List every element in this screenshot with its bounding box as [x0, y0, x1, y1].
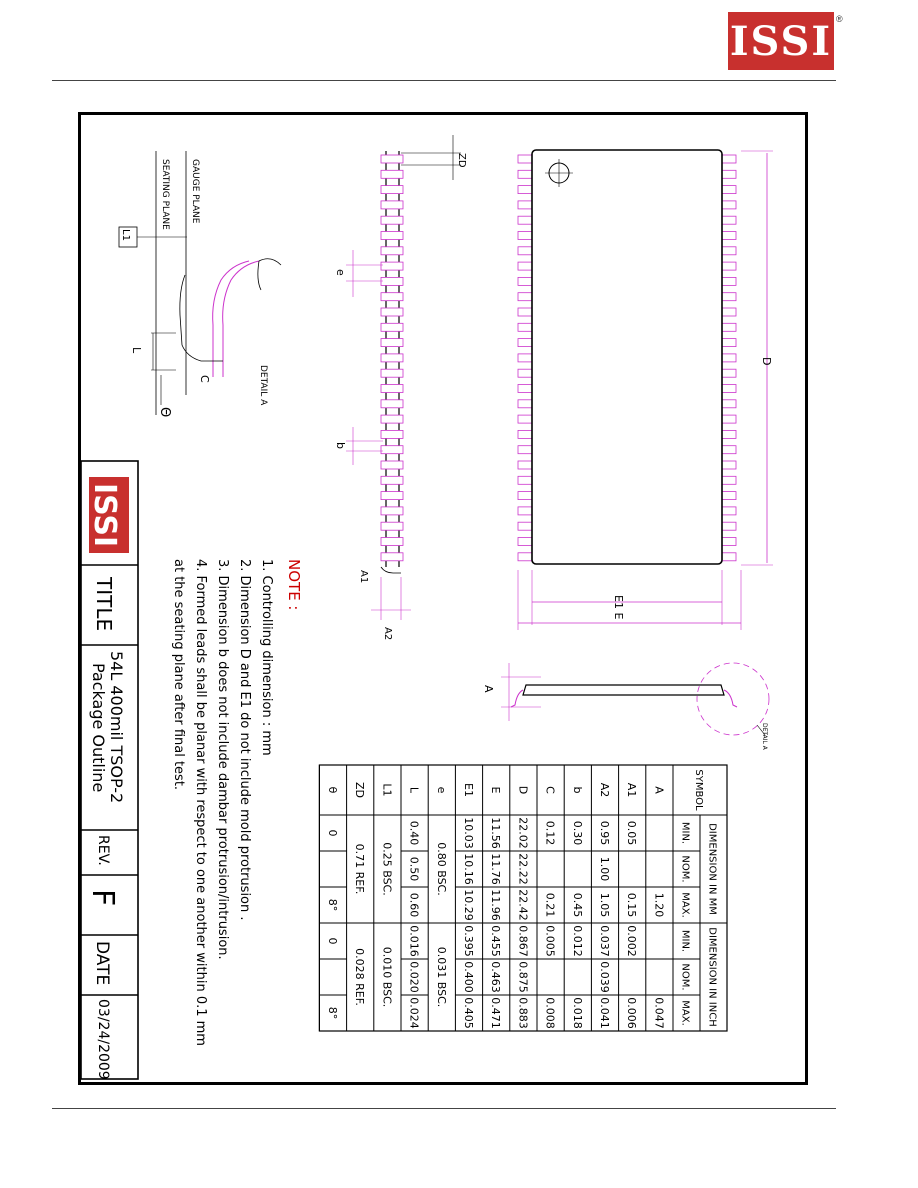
lead-right	[722, 446, 736, 454]
table-cell: 1.20	[652, 892, 666, 918]
date-value: 03/24/2009	[95, 999, 111, 1080]
side-lead	[381, 476, 403, 484]
lead-left	[518, 339, 532, 347]
issi-logo	[728, 12, 834, 70]
table-symbol: L	[407, 786, 421, 794]
table-cell: 22.42	[516, 889, 530, 921]
table-subheader: MAX.	[679, 892, 691, 918]
lead-left	[518, 293, 532, 301]
lead-right	[722, 553, 736, 561]
note-item-5: at the seating plane after final test.	[171, 559, 186, 791]
table-cell: 0.024	[407, 997, 421, 1029]
note-title: NOTE :	[285, 559, 303, 611]
table-cell: 0.12	[543, 820, 557, 846]
title-block-logo-text: ISSI	[87, 483, 122, 548]
dim-label-b: b	[334, 442, 347, 449]
lead-right	[722, 201, 736, 209]
lead-left	[518, 522, 532, 530]
side-lead	[381, 155, 403, 163]
top-view	[518, 150, 773, 630]
table-cell-span: 0.25 BSC.	[380, 842, 394, 896]
lead-left	[518, 277, 532, 285]
note-item-4: 4. Formed leads shall be planar with respect to one another within 0.1 mm	[193, 559, 208, 1046]
issi-logo-text: ISSI	[729, 18, 833, 65]
lead-right	[722, 522, 736, 530]
table-symbol: b	[570, 786, 584, 794]
table-cell: 0.471	[489, 997, 503, 1029]
table-cell: 0.405	[462, 997, 475, 1029]
lead-left	[518, 492, 532, 500]
table-cell: 0.047	[652, 997, 666, 1029]
lead-left	[518, 507, 532, 515]
detail-a-view	[119, 151, 281, 417]
table-symbol: C	[543, 786, 557, 794]
side-lead	[381, 186, 403, 194]
lead-right	[722, 216, 736, 224]
lead-right	[722, 461, 736, 469]
table-cell: 0	[326, 829, 339, 837]
lead-left	[518, 538, 532, 546]
title-label: TITLE	[92, 577, 116, 632]
table-cell: 8°	[326, 1006, 339, 1020]
title-block	[81, 461, 138, 1080]
table-subheader: NOM.	[679, 963, 691, 991]
lead-left	[518, 201, 532, 209]
table-cell: 0.21	[543, 892, 557, 918]
side-lead	[381, 385, 403, 393]
lead-right	[722, 308, 736, 316]
dim-label-a1: A1	[358, 570, 369, 584]
dim-label-theta: Θ	[157, 407, 172, 418]
table-cell: 0.002	[625, 925, 639, 957]
table-symbol: A	[652, 786, 666, 794]
side-lead	[381, 354, 403, 362]
side-lead	[381, 430, 403, 438]
table-cell: 0.455	[489, 925, 503, 957]
lead-right	[722, 170, 736, 178]
end-view	[482, 663, 769, 751]
side-lead	[381, 538, 403, 546]
lead-left	[518, 430, 532, 438]
lead-right	[722, 277, 736, 285]
table-cell: 0.041	[598, 997, 611, 1029]
side-lead	[381, 339, 403, 347]
lead-left	[518, 461, 532, 469]
date-label: DATE	[92, 941, 112, 986]
package-body	[532, 150, 722, 564]
table-cell: 0.463	[489, 961, 503, 993]
table-cell: 1.00	[598, 856, 611, 882]
table-cell: 0.006	[625, 997, 639, 1029]
table-cell: 0.867	[516, 925, 530, 957]
lead-right	[722, 369, 736, 377]
side-lead	[381, 461, 403, 469]
dim-label-d: D	[760, 357, 773, 366]
lead-right	[722, 415, 736, 423]
dim-label-l: L	[130, 347, 143, 354]
table-symbol: θ	[326, 786, 339, 794]
table-cell: 22.22	[516, 853, 530, 885]
table-symbol: E1	[462, 783, 475, 797]
table-subheader: MAX.	[679, 1000, 691, 1026]
side-lead	[381, 323, 403, 331]
table-cell: 0.039	[598, 961, 611, 993]
side-lead	[381, 415, 403, 423]
table-symbol: A1	[625, 782, 639, 798]
table-symbol: D	[516, 785, 530, 795]
dimension-table	[319, 765, 727, 1031]
side-lead	[381, 232, 403, 240]
table-cell: 0.30	[570, 820, 584, 846]
lead-left	[518, 354, 532, 362]
lead-left	[518, 262, 532, 270]
lead-left	[518, 232, 532, 240]
note-item-2: 2. Dimension D and E1 do not include mold protrusion .	[237, 559, 252, 921]
lead-right	[722, 385, 736, 393]
table-cell: 0.018	[570, 997, 584, 1029]
table-cell: 0.875	[516, 961, 530, 993]
lead-right	[722, 354, 736, 362]
table-symbol: ZD	[353, 781, 367, 799]
dim-label-zd: ZD	[456, 153, 467, 168]
side-lead	[381, 553, 403, 561]
title-value-line2: Package Outline	[89, 663, 108, 793]
lead-right	[722, 155, 736, 163]
table-cell: 11.96	[489, 889, 503, 921]
title-value-line1: 54L 400mil TSOP-2	[107, 651, 126, 804]
table-header-symbol: SYMBOL	[693, 769, 704, 811]
table-cell: 22.02	[516, 817, 530, 849]
table-symbol: L1	[380, 783, 394, 797]
table-cell: 0.883	[516, 997, 530, 1029]
lead-left	[518, 186, 532, 194]
lead-left	[518, 446, 532, 454]
side-lead	[381, 369, 403, 377]
lead-left	[518, 476, 532, 484]
table-cell: 10.03	[462, 817, 475, 849]
table-cell: 0.005	[543, 925, 557, 957]
lead-left	[518, 400, 532, 408]
dim-label-a2: A2	[382, 627, 393, 641]
lead-left	[518, 323, 532, 331]
side-lead	[381, 400, 403, 408]
table-cell: 0.016	[407, 925, 421, 957]
rev-label: REV.	[95, 835, 111, 866]
dim-label-l1: L1	[120, 229, 131, 241]
side-lead	[381, 247, 403, 255]
side-view	[334, 135, 467, 640]
table-cell: 0.400	[462, 961, 475, 993]
side-lead	[381, 216, 403, 224]
lead-left	[518, 553, 532, 561]
table-cell: 11.76	[489, 853, 503, 885]
side-lead	[381, 522, 403, 530]
table-cell: 0.012	[570, 925, 584, 957]
side-lead	[381, 492, 403, 500]
side-lead	[381, 308, 403, 316]
table-cell-span: 0.031 BSC.	[434, 946, 448, 1008]
lead-right	[722, 247, 736, 255]
side-lead	[381, 277, 403, 285]
table-header-mm: DIMENSION IN MM	[706, 823, 718, 915]
side-lead	[381, 170, 403, 178]
lead-right	[722, 400, 736, 408]
table-cell: 0.45	[570, 892, 584, 918]
side-lead	[381, 446, 403, 454]
dim-label-e: e	[334, 269, 347, 276]
dim-label-a: A	[482, 685, 495, 693]
dim-label-e1-e: E1 E	[612, 595, 625, 620]
table-cell: 0.037	[598, 925, 611, 957]
lead-right	[722, 323, 736, 331]
gauge-plane-label: GAUGE PLANE	[190, 159, 200, 224]
seating-plane-label: SEATING PLANE	[160, 159, 170, 230]
table-header-inch: DIMENSION IN INCH	[706, 927, 718, 1027]
lead-left	[518, 170, 532, 178]
lead-left	[518, 155, 532, 163]
table-cell: 0.15	[625, 892, 639, 918]
table-cell: 0.95	[598, 820, 611, 846]
table-cell: 0.008	[543, 997, 557, 1029]
header-rule	[52, 80, 836, 81]
table-cell: 10.16	[462, 853, 475, 885]
table-cell: 0	[326, 937, 339, 945]
table-symbol: e	[434, 786, 448, 794]
lead-right	[722, 476, 736, 484]
table-cell: 0.020	[407, 961, 421, 993]
side-lead	[381, 507, 403, 515]
lead-right	[722, 538, 736, 546]
table-cell: 0.50	[407, 856, 421, 882]
lead-right	[722, 492, 736, 500]
table-cell: 8°	[326, 898, 339, 912]
side-lead	[381, 262, 403, 270]
table-cell: 11.56	[489, 817, 503, 849]
lead-right	[722, 293, 736, 301]
registered-mark: ®	[836, 14, 843, 24]
table-cell-span: 0.028 REF.	[353, 948, 367, 1006]
table-cell: 0.40	[407, 820, 421, 846]
side-lead	[381, 201, 403, 209]
rev-value: F	[85, 889, 120, 907]
lead-left	[518, 216, 532, 224]
table-symbol: A2	[598, 782, 611, 798]
table-subheader: NOM.	[679, 855, 691, 883]
table-cell-span: 0.80 BSC.	[434, 842, 448, 896]
detail-a-callout: DETAIL A	[761, 723, 768, 750]
notes-block	[171, 559, 303, 1046]
lead-right	[722, 339, 736, 347]
lead-left	[518, 369, 532, 377]
lead-right	[722, 186, 736, 194]
table-cell: 0.60	[407, 892, 421, 918]
table-cell: 10.29	[462, 889, 475, 921]
lead-right	[722, 232, 736, 240]
lead-left	[518, 415, 532, 423]
table-cell: 0.395	[462, 925, 475, 957]
table-cell-span: 0.71 REF.	[353, 843, 367, 895]
lead-left	[518, 247, 532, 255]
table-cell-span: 0.010 BSC.	[380, 946, 394, 1008]
table-symbol: E	[489, 786, 503, 794]
drawing-sheet	[78, 112, 808, 1085]
lead-right	[722, 262, 736, 270]
table-cell: 0.05	[625, 820, 639, 846]
lead-left	[518, 308, 532, 316]
table-cell: 1.05	[598, 892, 611, 918]
footer-rule	[52, 1108, 836, 1109]
lead-left	[518, 385, 532, 393]
lead-right	[722, 507, 736, 515]
side-lead	[381, 293, 403, 301]
detail-a-title: DETAIL A	[258, 365, 268, 406]
note-item-3: 3. Dimension b does not include dambar protrusion/intrusion.	[215, 559, 230, 960]
table-subheader: MIN.	[679, 821, 691, 845]
note-item-1: 1. Controlling dimension : mm	[259, 559, 274, 756]
table-subheader: MIN.	[679, 929, 691, 953]
lead-right	[722, 430, 736, 438]
dim-label-c: C	[198, 375, 211, 383]
